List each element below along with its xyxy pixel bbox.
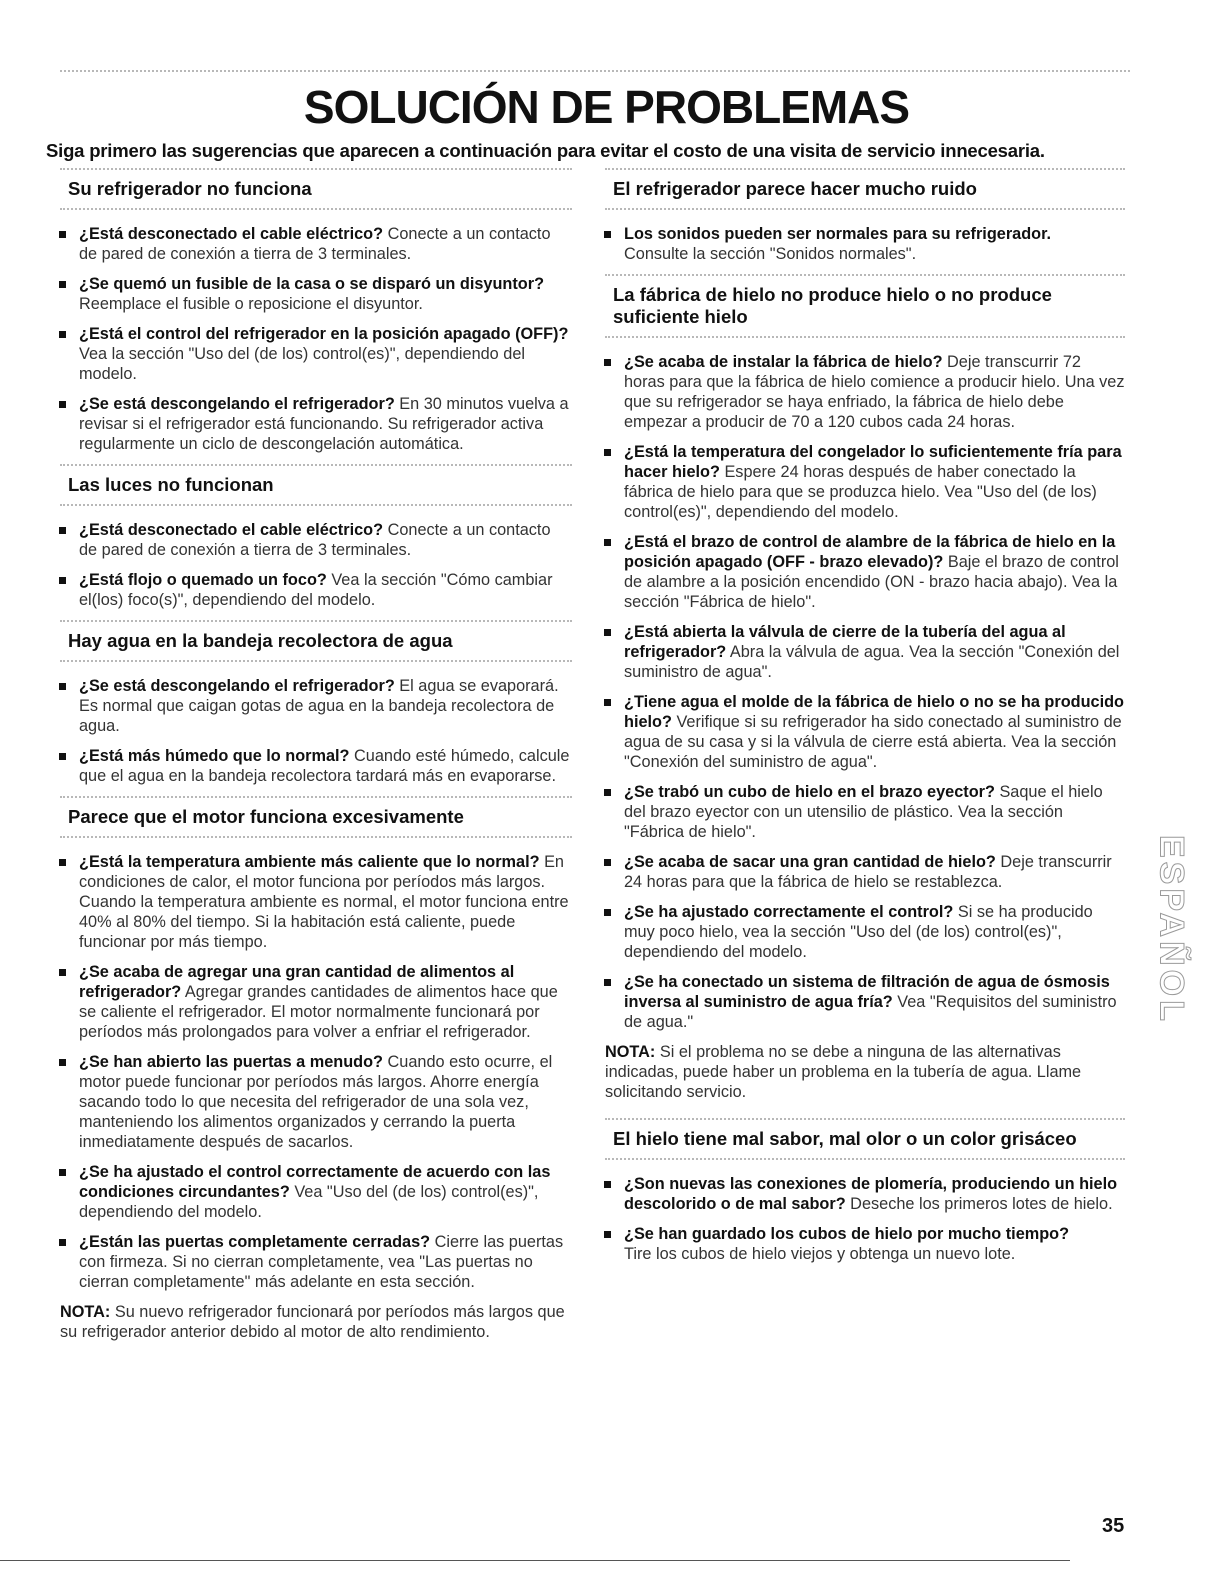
question: ¿Tiene agua el molde de la fábrica de hielo o no se ha producido hielo? [624,693,1124,731]
list-item [60,274,572,314]
list-item [605,532,1125,612]
list-item [60,962,572,1042]
section-heading: El refrigerador parece hacer mucho ruido [605,168,1125,210]
note-label: NOTA: [60,1303,111,1321]
section-heading: Parece que el motor funciona excesivamente [60,796,572,838]
bullet-icon [59,331,66,338]
list-item [605,692,1125,772]
bottom-divider [0,1560,1070,1561]
bullet-icon [604,909,611,916]
list-item [605,972,1125,1032]
question: ¿Se está descongelando el refrigerador? [79,677,395,695]
question: ¿Está la temperatura del congelador lo suficientemente fría para hacer hielo? [624,443,1122,481]
section-heading: La fábrica de hielo no produce hielo o no produce suficiente hielo [605,274,1125,338]
question: ¿Se acaba de instalar la fábrica de hielo? [624,353,943,371]
answer: Vea la sección "Cómo cambiar el(los) foco(s)", dependiendo del modelo. [79,571,553,609]
question: ¿Se acaba de sacar una gran cantidad de hielo? [624,853,996,871]
answer: Agregar grandes cantidades de alimentos hace que se caliente el refrigerador. El motor normalmente funcionará por períodos más prolongados para volver a enfriar el refrigerador. [79,983,558,1041]
question: ¿Son nuevas las conexiones de plomería, produciendo un hielo descolorido o de mal sabor? [624,1175,1118,1213]
answer: Consulte la sección "Sonidos normales". [624,245,917,263]
bullet-icon [604,1231,611,1238]
question: ¿Está el brazo de control de alambre de la fábrica de hielo en la posición apagado (OFF - brazo elevado)? [624,533,1116,571]
answer: En condiciones de calor, el motor funciona por períodos más largos. Cuando la temperatura ambiente es normal, el motor funciona entre 40% al 80% del tiempo. Si la habitación está caliente, puede funcionar por más tiempo. [79,853,569,951]
bullet-icon [59,859,66,866]
question: ¿Se ha ajustado el control correctamente de acuerdo con las condiciones circundantes? [79,1163,551,1201]
page-number: 35 [1102,1515,1125,1537]
bullet-icon [604,979,611,986]
question: ¿Se está descongelando el refrigerador? [79,395,395,413]
question: ¿Se trabó un cubo de hielo en el brazo eyector? [624,783,995,801]
item-list [605,224,1125,264]
section-heading: Su refrigerador no funciona [60,168,572,210]
list-item [60,1162,572,1222]
answer: Deje transcurrir 72 horas para que la fábrica de hielo comience a producir hielo. Una vez que su refrigerador se haya enfriado, la fábrica de hielo debe empezar a producir de 70 a 120 cubos cada 24 horas. [624,353,1125,431]
list-item [60,852,572,952]
section-heading: Hay agua en la bandeja recolectora de agua [60,620,572,662]
answer: Vea "Uso del (de los) control(es)", dependiendo del modelo. [79,1183,539,1221]
list-item [60,224,572,264]
bullet-icon [59,1059,66,1066]
note [605,1042,1125,1102]
answer: Abra la válvula de agua. Vea la sección "Conexión del suministro de agua". [624,643,1120,681]
side-tab-label: ESPAÑOL [1152,835,1191,1025]
item-list [60,852,572,1292]
question: ¿Se ha conectado un sistema de filtración de agua de ósmosis inversa al suministro de agua fría? [624,973,1110,1011]
answer: Tire los cubos de hielo viejos y obtenga un nuevo lote. [624,1245,1016,1263]
answer: Espere 24 horas después de haber conectado la fábrica de hielo para que se produzca hielo. Vea "Uso del (de los) control(es)", dependiendo del modelo. [624,463,1097,521]
list-item [605,852,1125,892]
list-item [60,394,572,454]
list-item [60,746,572,786]
answer: Cierre las puertas con firmeza. Si no cierran completamente, vea "Las puertas no cierran completamente" más adelante en esta sección. [79,1233,564,1291]
item-list [605,352,1125,1032]
bullet-icon [59,1239,66,1246]
list-item [605,1174,1125,1214]
list-item [60,1052,572,1152]
question: ¿Se han guardado los cubos de hielo por mucho tiempo? [624,1225,1070,1243]
bullet-icon [59,281,66,288]
answer: Vea la sección "Uso del (de los) control(es)", dependiendo del modelo. [79,345,525,383]
list-item [605,902,1125,962]
bullet-icon [59,577,66,584]
question: ¿Está el control del refrigerador en la posición apagado (OFF)? [79,325,569,343]
question: ¿Está más húmedo que lo normal? [79,747,350,765]
question: ¿Está flojo o quemado un foco? [79,571,327,589]
language-side-tab [1150,810,1192,1050]
question: ¿Se acaba de agregar una gran cantidad de alimentos al refrigerador? [79,963,515,1001]
list-item [605,224,1125,264]
answer: Saque el hielo del brazo eyector con un utensilio de plástico. Vea la sección "Fábrica de hielo". [624,783,1103,841]
bullet-icon [604,859,611,866]
list-item [605,1224,1125,1264]
question: ¿Está desconectado el cable eléctrico? [79,225,384,243]
bullet-icon [604,231,611,238]
question: ¿Se han abierto las puertas a menudo? [79,1053,383,1071]
list-item [60,676,572,736]
note-text: Si el problema no se debe a ninguna de las alternativas indicadas, puede haber un problema en la tubería de agua. Llame solicitando servicio. [605,1043,1082,1101]
page-title: SOLUCIÓN DE PROBLEMAS [303,81,910,133]
section-heading: Las luces no funcionan [60,464,572,506]
answer: Conecte a un contacto de pared de conexión a tierra de 3 terminales. [79,521,551,559]
question: ¿Está desconectado el cable eléctrico? [79,521,384,539]
answer: Conecte a un contacto de pared de conexión a tierra de 3 terminales. [79,225,551,263]
answer: Deseche los primeros lotes de hielo. [845,1195,1113,1213]
list-item [60,324,572,384]
bullet-icon [604,539,611,546]
item-list [605,1174,1125,1264]
answer: Verifique si su refrigerador ha sido conectado al suministro de agua de su casa y si la válvula de cierre está abierta. Vea la sección "Conexión del suministro de agua". [624,713,1122,771]
note [60,1302,572,1342]
left-column [60,168,572,1358]
list-item [605,352,1125,432]
list-item [60,1232,572,1292]
list-item [605,782,1125,842]
bullet-icon [59,1169,66,1176]
answer: Vea "Requisitos del suministro de agua." [624,993,1117,1031]
answer: Si se ha producido muy poco hielo, vea la sección "Uso del (de los) control(es)", dependiendo del modelo. [624,903,1093,961]
bullet-icon [59,527,66,534]
top-divider [60,70,1130,72]
right-column [605,168,1125,1274]
question: ¿Están las puertas completamente cerradas? [79,1233,431,1251]
note-text: Su nuevo refrigerador funcionará por períodos más largos que su refrigerador anterior debido al motor de alto rendimiento. [60,1303,565,1341]
question: ¿Está abierta la válvula de cierre de la tubería del agua al refrigerador? [624,623,1066,661]
bullet-icon [604,449,611,456]
answer: Baje el brazo de control de alambre a la posición encendido (ON - brazo hacia abajo). Vea la sección "Fábrica de hielo". [624,553,1119,611]
item-list [60,676,572,786]
bullet-icon [604,629,611,636]
answer: El agua se evaporará. Es normal que caigan gotas de agua en la bandeja recolectora de agua. [79,677,559,735]
list-item [60,520,572,560]
answer: En 30 minutos vuelva a revisar si el refrigerador está funcionando. Su refrigerador activa regularmente un ciclo de descongelación automática. [79,395,569,453]
section-heading: El hielo tiene mal sabor, mal olor o un color grisáceo [605,1118,1125,1160]
question: ¿Se quemó un fusible de la casa o se disparó un disyuntor? [79,275,545,293]
list-item [605,442,1125,522]
bullet-icon [59,683,66,690]
answer: Deje transcurrir 24 horas para que la fábrica de hielo se restablezca. [624,853,1112,891]
intro-text: Siga primero las sugerencias que aparecen a continuación para evitar el costo de una visita de servicio innecesaria. [46,140,1045,161]
list-item [60,570,572,610]
bullet-icon [59,401,66,408]
question: ¿Está la temperatura ambiente más caliente que lo normal? [79,853,540,871]
question: Los sonidos pueden ser normales para su refrigerador. [624,225,1052,243]
bullet-icon [59,231,66,238]
list-item [605,622,1125,682]
item-list [60,224,572,454]
bullet-icon [604,1181,611,1188]
item-list [60,520,572,610]
answer: Cuando esté húmedo, calcule que el agua en la bandeja recolectora tardará más en evaporarse. [79,747,570,785]
bullet-icon [59,969,66,976]
note-label: NOTA: [605,1043,656,1061]
question: ¿Se ha ajustado correctamente el control? [624,903,954,921]
bullet-icon [604,699,611,706]
answer: Cuando esto ocurre, el motor puede funcionar por períodos más largos. Ahorre energía sacando todo lo que necesita del refrigerador de una sola vez, manteniendo los alimentos organizados y cerrando la puerta inmediatamente después de sacarlos. [79,1053,553,1151]
answer: Reemplace el fusible o reposicione el disyuntor. [79,295,423,313]
bullet-icon [59,753,66,760]
bullet-icon [604,789,611,796]
bullet-icon [604,359,611,366]
